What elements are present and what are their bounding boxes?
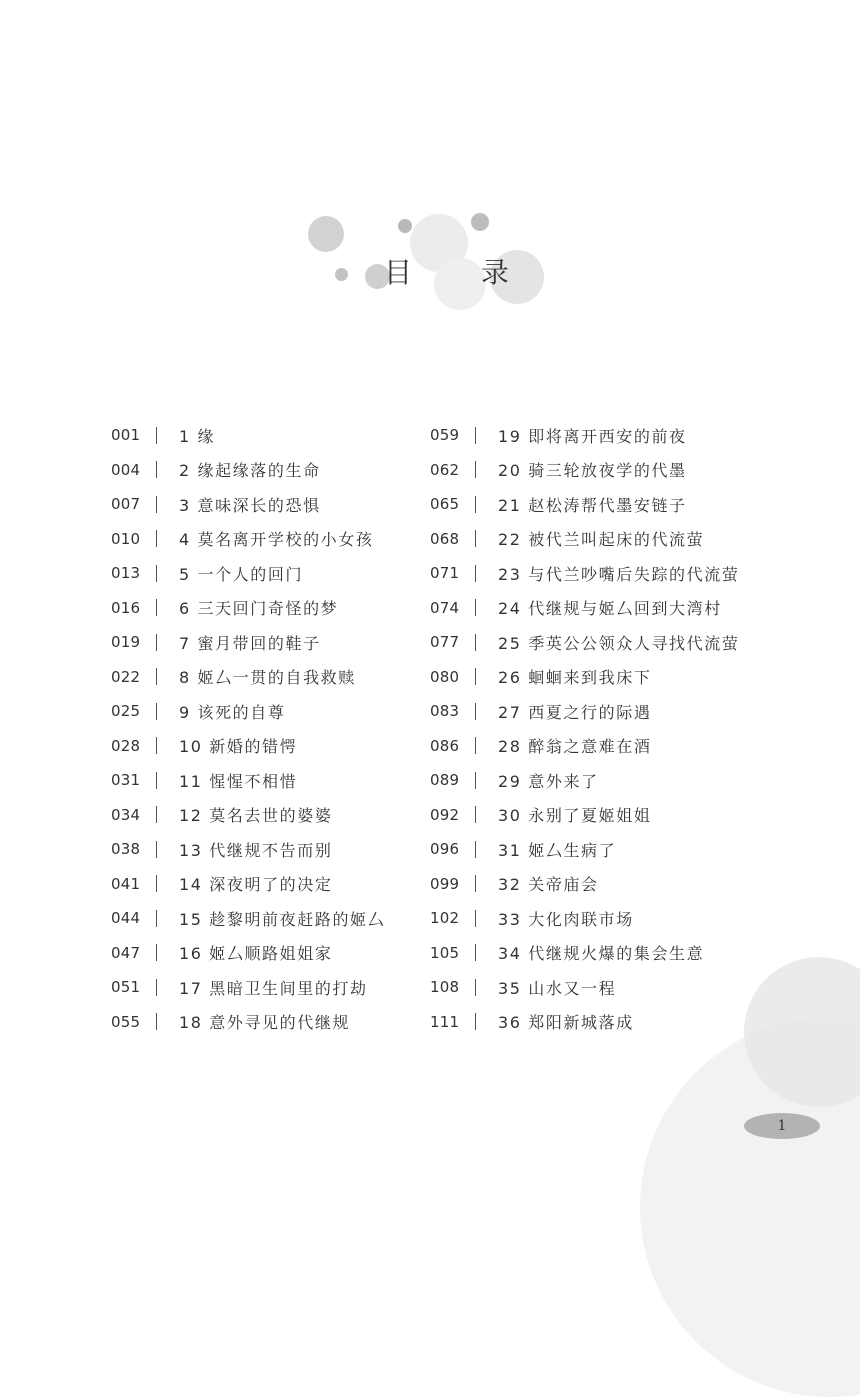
decor-circle [335,268,348,281]
toc-page-number: 086 [430,736,460,755]
toc-chapter-title: 25 季英公公领众人寻找代流萤 [498,633,740,653]
toc-separator [475,806,476,823]
toc-separator [475,737,476,754]
toc-page-number: 080 [430,667,460,686]
toc-column-left [111,418,385,1039]
toc-separator [475,461,476,478]
toc-entry[interactable] [111,1005,385,1040]
toc-page-number: 016 [111,598,141,617]
toc-separator [156,496,157,513]
toc-page-number: 096 [430,840,460,859]
toc-page-number: 059 [430,426,460,445]
toc-chapter-title: 15 趁黎明前夜赶路的姬厶 [179,909,386,929]
toc-entry[interactable] [111,694,385,729]
toc-separator [475,910,476,927]
toc-chapter-title: 23 与代兰吵嘴后失踪的代流萤 [498,564,740,584]
toc-separator [156,910,157,927]
toc-separator [475,979,476,996]
toc-chapter-title: 27 西夏之行的际遇 [498,702,652,722]
toc-chapter-title: 29 意外来了 [498,771,599,791]
toc-separator [156,565,157,582]
toc-page-number: 007 [111,495,141,514]
toc-chapter-title: 36 郑阳新城落成 [498,1013,634,1033]
toc-chapter-title: 1 缘 [179,426,216,446]
toc-page-number: 010 [111,529,141,548]
toc-separator [475,634,476,651]
toc-page-number: 038 [111,840,141,859]
toc-entry[interactable] [430,487,739,522]
toc-chapter-title: 33 大化肉联市场 [498,909,634,929]
toc-separator [156,634,157,651]
toc-page-number: 077 [430,633,460,652]
toc-separator [475,599,476,616]
toc-page-number: 083 [430,702,460,721]
toc-chapter-title: 19 即将离开西安的前夜 [498,426,687,446]
toc-chapter-title: 2 缘起缘落的生命 [179,461,321,481]
toc-entry[interactable] [111,832,385,867]
toc-separator [156,772,157,789]
toc-entry[interactable] [111,487,385,522]
toc-entry[interactable] [111,591,385,626]
toc-entry[interactable] [111,556,385,591]
toc-entry[interactable] [111,936,385,971]
toc-page-number: 001 [111,426,141,445]
toc-page-number: 068 [430,529,460,548]
toc-entry[interactable] [430,453,739,488]
toc-separator [156,703,157,720]
toc-entry[interactable] [430,798,739,833]
toc-separator [475,565,476,582]
toc-entry[interactable] [111,798,385,833]
toc-page-number: 089 [430,771,460,790]
toc-page-number: 092 [430,805,460,824]
toc-chapter-title: 16 姬厶顺路姐姐家 [179,944,333,964]
toc-chapter-title: 12 莫名去世的婆婆 [179,806,333,826]
toc-separator [475,530,476,547]
page-number-badge [744,1113,820,1139]
toc-chapter-title: 8 姬厶一贯的自我救赎 [179,668,356,688]
toc-separator [156,944,157,961]
toc-separator [156,841,157,858]
toc-separator [156,461,157,478]
toc-chapter-title: 18 意外寻见的代继规 [179,1013,351,1033]
toc-page-number: 028 [111,736,141,755]
toc-entry[interactable] [430,1005,739,1040]
toc-chapter-title: 35 山水又一程 [498,978,617,998]
decor-circle [308,216,344,252]
toc-page-number: 065 [430,495,460,514]
toc-page-number: 105 [430,943,460,962]
toc-separator [156,427,157,444]
toc-chapter-title: 26 蛔蛔来到我床下 [498,668,652,688]
toc-page-number: 099 [430,874,460,893]
toc-entry[interactable] [111,867,385,902]
toc-separator [475,496,476,513]
toc-entry[interactable] [111,729,385,764]
toc-entry[interactable] [430,901,739,936]
toc-page-number: 004 [111,460,141,479]
toc-page-number: 055 [111,1012,141,1031]
toc-page-number: 034 [111,805,141,824]
toc-chapter-title: 31 姬厶生病了 [498,840,617,860]
toc-entry[interactable] [111,970,385,1005]
toc-page-number: 102 [430,909,460,928]
toc-chapter-title: 22 被代兰叫起床的代流萤 [498,530,705,550]
toc-page-number: 044 [111,909,141,928]
toc-separator [156,530,157,547]
toc-entry[interactable] [111,901,385,936]
toc-entry[interactable] [430,522,739,557]
toc-page-number: 062 [430,460,460,479]
toc-entry[interactable] [430,970,739,1005]
toc-page-number: 074 [430,598,460,617]
toc-entry[interactable] [430,936,739,971]
toc-entry[interactable] [111,453,385,488]
toc-entry[interactable] [430,556,739,591]
toc-separator [475,668,476,685]
toc-chapter-title: 6 三天回门奇怪的梦 [179,599,339,619]
toc-separator [475,427,476,444]
toc-chapter-title: 10 新婚的错愕 [179,737,298,757]
toc-page-number: 041 [111,874,141,893]
toc-chapter-title: 24 代继规与姬厶回到大湾村 [498,599,722,619]
toc-page-number: 108 [430,978,460,997]
toc-entry[interactable] [430,729,739,764]
toc-page-number: 071 [430,564,460,583]
toc-entry[interactable] [111,522,385,557]
toc-page-number: 013 [111,564,141,583]
toc-separator [156,668,157,685]
toc-chapter-title: 9 该死的自尊 [179,702,286,722]
toc-chapter-title: 13 代继规不告而别 [179,840,333,860]
decor-circle [471,213,489,231]
toc-entry[interactable] [430,660,739,695]
page-title: 目 录 [384,256,539,289]
toc-chapter-title: 28 醉翁之意难在酒 [498,737,652,757]
toc-entry[interactable] [430,832,739,867]
toc-chapter-title: 7 蜜月带回的鞋子 [179,633,321,653]
toc-page-number: 031 [111,771,141,790]
toc-chapter-title: 17 黑暗卫生间里的打劫 [179,978,368,998]
toc-entry[interactable] [111,660,385,695]
toc-page-number: 019 [111,633,141,652]
toc-entry[interactable] [430,694,739,729]
toc-entry[interactable] [430,763,739,798]
toc-chapter-title: 34 代继规火爆的集会生意 [498,944,705,964]
page-number: 1 [777,1118,787,1134]
toc-entry[interactable] [111,625,385,660]
toc-entry[interactable] [111,763,385,798]
toc-separator [156,875,157,892]
toc-chapter-title: 21 赵松涛帮代墨安链子 [498,495,687,515]
toc-entry[interactable] [111,418,385,453]
toc-separator [156,1013,157,1030]
toc-separator [475,875,476,892]
toc-entry[interactable] [430,625,739,660]
toc-separator [156,599,157,616]
toc-chapter-title: 32 关帝庙会 [498,875,599,895]
toc-chapter-title: 4 莫名离开学校的小女孩 [179,530,374,550]
toc-chapter-title: 14 深夜明了的决定 [179,875,333,895]
toc-separator [475,703,476,720]
toc-chapter-title: 11 惺惺不相惜 [179,771,298,791]
toc-chapter-title: 30 永别了夏姬姐姐 [498,806,652,826]
toc-entry[interactable] [430,418,739,453]
toc-page-number: 051 [111,978,141,997]
toc-separator [475,841,476,858]
toc-separator [156,737,157,754]
toc-chapter-title: 3 意味深长的恐惧 [179,495,321,515]
toc-page-number: 111 [430,1012,460,1031]
toc-separator [475,1013,476,1030]
toc-page-number: 025 [111,702,141,721]
toc-page-number: 022 [111,667,141,686]
toc-entry[interactable] [430,591,739,626]
toc-separator [156,979,157,996]
toc-page-number: 047 [111,943,141,962]
toc-separator [156,806,157,823]
toc-column-right [430,418,739,1039]
toc-separator [475,772,476,789]
decor-circle [398,219,412,233]
toc-separator [475,944,476,961]
toc-chapter-title: 5 一个人的回门 [179,564,304,584]
toc-entry[interactable] [430,867,739,902]
toc-chapter-title: 20 骑三轮放夜学的代墨 [498,461,687,481]
